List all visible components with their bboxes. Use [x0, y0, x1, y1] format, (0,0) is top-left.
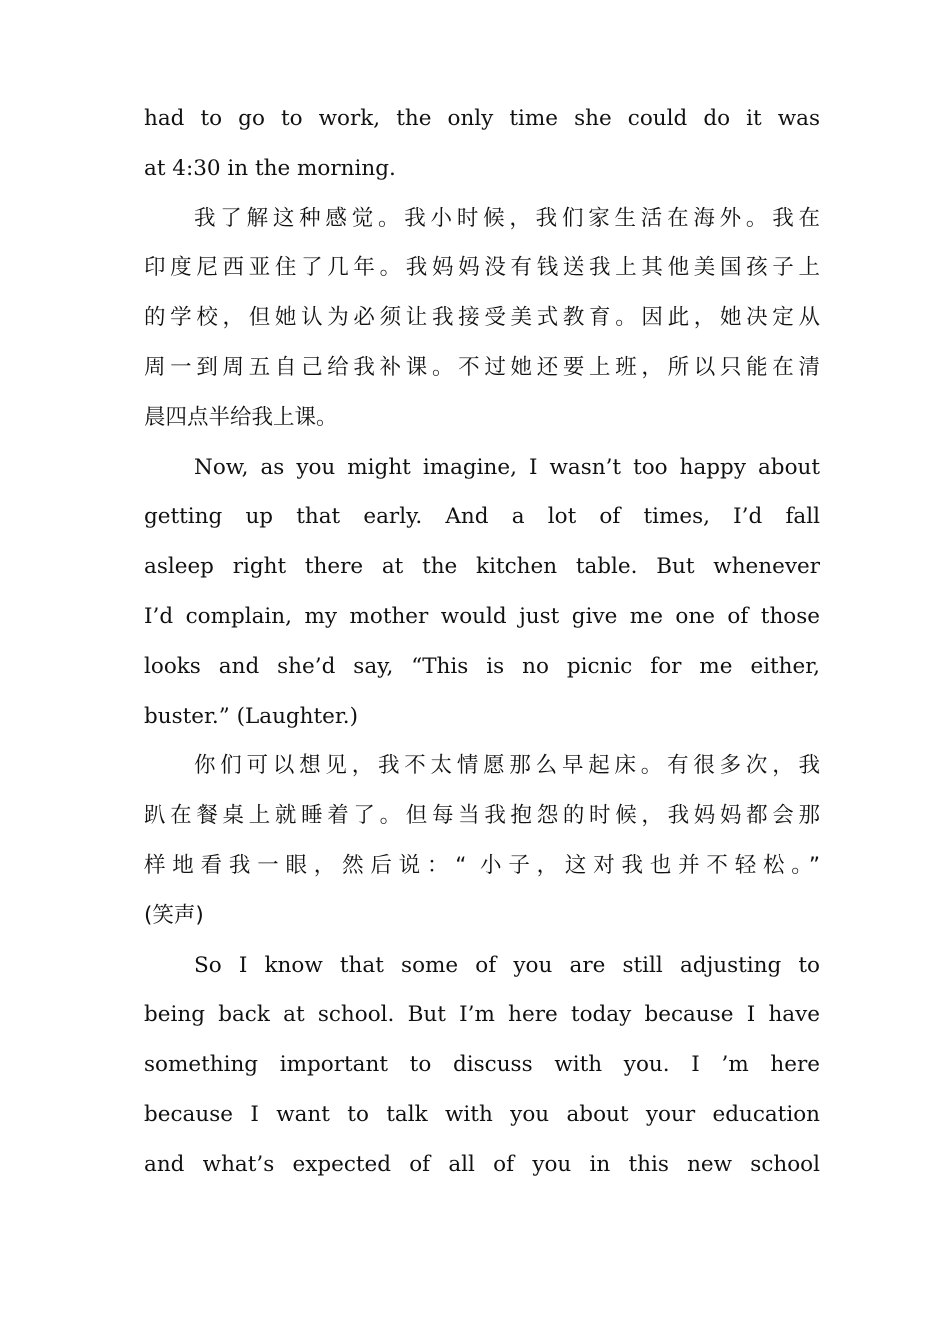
text-line: 晨四点半给我上课。 [144, 404, 338, 430]
text-line: because I want to talk with you about your education [144, 1101, 820, 1127]
text-line: had to go to work, the only time she could do it was [144, 106, 820, 131]
document-body [144, 94, 820, 1190]
text-line: getting up that early. And a lot of times, I’d fall [144, 504, 820, 530]
text-line: 样地看我一眼，然后说：“ 小子，这对我也并不轻松。” [144, 852, 820, 878]
text-line: looks and she’d say, “This is no picnic for me either, [144, 653, 820, 679]
text-line: 的学校，但她认为必须让我接受美式教育。因此，她决定从 [144, 305, 820, 331]
text-line: So I know that some of you are still adjusting to [194, 952, 820, 978]
text-line: 周一到周五自己给我补课。不过她还要上班，所以只能在清 [144, 354, 820, 380]
text-line: 印度尼西亚住了几年。我妈妈没有钱送我上其他美国孩子上 [144, 255, 820, 281]
text-line: 你们可以想见，我不太情愿那么早起床。有很多次，我 [194, 753, 820, 779]
text-line: something important to discuss with you. I ’m here [144, 1052, 820, 1078]
text-line: asleep right there at the kitchen table. But whenever [144, 554, 820, 580]
text-line: 我了解这种感觉。我小时候，我们家生活在海外。我在 [194, 205, 820, 231]
text-line: being back at school. But I’m here today because I have [144, 1002, 820, 1028]
text-line: and what’s expected of all of you in this new school [144, 1151, 820, 1177]
text-line: buster.” (Laughter.) [144, 703, 359, 729]
text-line: at 4:30 in the morning. [144, 155, 396, 181]
text-line: I’d complain, my mother would just give me one of those [144, 603, 820, 629]
text-line: Now, as you might imagine, I wasn’t too happy about [194, 454, 820, 480]
text-line: (笑声) [144, 902, 204, 928]
text-line: 趴在餐桌上就睡着了。但每当我抱怨的时候，我妈妈都会那 [144, 803, 820, 829]
